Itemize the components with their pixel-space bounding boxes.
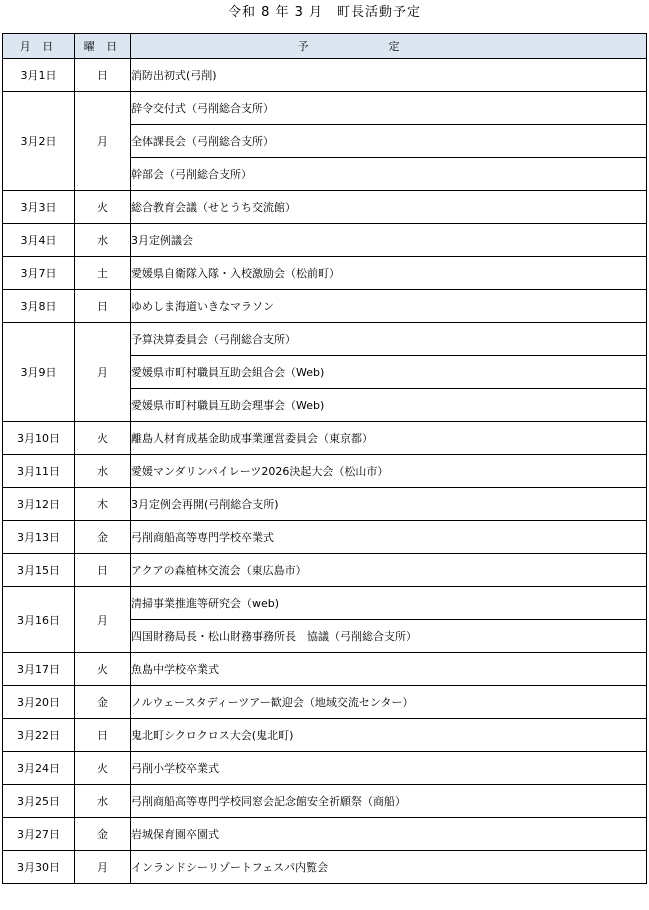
event-cell: 幹部会（弓削総合支所）	[131, 158, 647, 191]
date-cell: 3月17日	[3, 653, 75, 686]
event-cell: 鬼北町シクロクロス大会(鬼北町)	[131, 719, 647, 752]
event-cell: 魚島中学校卒業式	[131, 653, 647, 686]
date-cell: 3月30日	[3, 851, 75, 884]
date-cell: 3月15日	[3, 554, 75, 587]
table-row	[3, 521, 647, 554]
table-row	[3, 422, 647, 455]
event-cell: 愛媛県市町村職員互助会組合会（Web)	[131, 356, 647, 389]
header-date: 月 日	[3, 34, 75, 59]
table-row	[3, 323, 647, 356]
day-of-week-cell: 火	[75, 653, 131, 686]
table-row	[3, 191, 647, 224]
date-cell: 3月12日	[3, 488, 75, 521]
event-cell: ゆめしま海道いきなマラソン	[131, 290, 647, 323]
day-of-week-cell: 土	[75, 257, 131, 290]
event-cell: 四国財務局長・松山財務事務所長 協議（弓削総合支所）	[131, 620, 647, 653]
date-cell: 3月10日	[3, 422, 75, 455]
day-of-week-cell: 水	[75, 455, 131, 488]
date-cell: 3月4日	[3, 224, 75, 257]
day-of-week-cell: 日	[75, 290, 131, 323]
day-of-week-cell: 木	[75, 488, 131, 521]
table-row	[3, 752, 647, 785]
event-cell: 清掃事業推進等研究会（web)	[131, 587, 647, 620]
table-row	[3, 554, 647, 587]
event-cell: 愛媛県自衛隊入隊・入校激励会（松前町）	[131, 257, 647, 290]
schedule-table	[2, 33, 647, 884]
event-cell: 岩城保育園卒園式	[131, 818, 647, 851]
date-cell: 3月24日	[3, 752, 75, 785]
day-of-week-cell: 月	[75, 587, 131, 653]
day-of-week-cell: 金	[75, 521, 131, 554]
date-cell: 3月2日	[3, 92, 75, 191]
day-of-week-cell: 金	[75, 686, 131, 719]
event-cell: インランドシーリゾートフェスパ内覧会	[131, 851, 647, 884]
day-of-week-cell: 月	[75, 92, 131, 191]
date-cell: 3月11日	[3, 455, 75, 488]
header-row	[3, 34, 647, 59]
table-row	[3, 818, 647, 851]
day-of-week-cell: 火	[75, 191, 131, 224]
table-row	[3, 653, 647, 686]
date-cell: 3月7日	[3, 257, 75, 290]
event-cell: 愛媛県市町村職員互助会理事会（Web)	[131, 389, 647, 422]
date-cell: 3月9日	[3, 323, 75, 422]
event-cell: 3月定例議会	[131, 224, 647, 257]
page-title: 令和 8 年 3 月 町長活動予定	[227, 5, 422, 20]
date-cell: 3月8日	[3, 290, 75, 323]
table-row	[3, 290, 647, 323]
table-row	[3, 224, 647, 257]
event-cell: ノルウェースタディーツアー歓迎会（地域交流センター）	[131, 686, 647, 719]
date-cell: 3月16日	[3, 587, 75, 653]
date-cell: 3月20日	[3, 686, 75, 719]
event-cell: 弓削商船高等専門学校同窓会記念館安全祈願祭（商船）	[131, 785, 647, 818]
event-cell: 総合教育会議（せとうち交流館）	[131, 191, 647, 224]
table-row	[3, 257, 647, 290]
event-cell: 弓削商船高等専門学校卒業式	[131, 521, 647, 554]
header-day-of-week: 曜 日	[75, 34, 131, 59]
event-cell: 愛媛マンダリンパイレーツ2026決起大会（松山市）	[131, 455, 647, 488]
table-row	[3, 59, 647, 92]
day-of-week-cell: 水	[75, 785, 131, 818]
day-of-week-cell: 月	[75, 323, 131, 422]
event-cell: 消防出初式(弓削)	[131, 59, 647, 92]
day-of-week-cell: 日	[75, 59, 131, 92]
day-of-week-cell: 日	[75, 719, 131, 752]
event-cell: 全体課長会（弓削総合支所）	[131, 125, 647, 158]
event-cell: 離島人材育成基金助成事業運営委員会（東京都）	[131, 422, 647, 455]
table-row	[3, 851, 647, 884]
date-cell: 3月25日	[3, 785, 75, 818]
day-of-week-cell: 水	[75, 224, 131, 257]
table-row	[3, 488, 647, 521]
day-of-week-cell: 日	[75, 554, 131, 587]
table-row	[3, 785, 647, 818]
event-cell: アクアの森植林交流会（東広島市）	[131, 554, 647, 587]
event-cell: 3月定例会再開(弓削総合支所)	[131, 488, 647, 521]
date-cell: 3月22日	[3, 719, 75, 752]
table-row	[3, 719, 647, 752]
schedule-body	[3, 59, 647, 884]
header-plan: 予定	[131, 34, 647, 59]
event-cell: 予算決算委員会（弓削総合支所）	[131, 323, 647, 356]
day-of-week-cell: 月	[75, 851, 131, 884]
date-cell: 3月27日	[3, 818, 75, 851]
date-cell: 3月1日	[3, 59, 75, 92]
table-row	[3, 455, 647, 488]
event-cell: 辞令交付式（弓削総合支所）	[131, 92, 647, 125]
day-of-week-cell: 金	[75, 818, 131, 851]
table-row	[3, 92, 647, 125]
day-of-week-cell: 火	[75, 752, 131, 785]
table-row	[3, 587, 647, 620]
date-cell: 3月3日	[3, 191, 75, 224]
event-cell: 弓削小学校卒業式	[131, 752, 647, 785]
table-row	[3, 686, 647, 719]
day-of-week-cell: 火	[75, 422, 131, 455]
date-cell: 3月13日	[3, 521, 75, 554]
